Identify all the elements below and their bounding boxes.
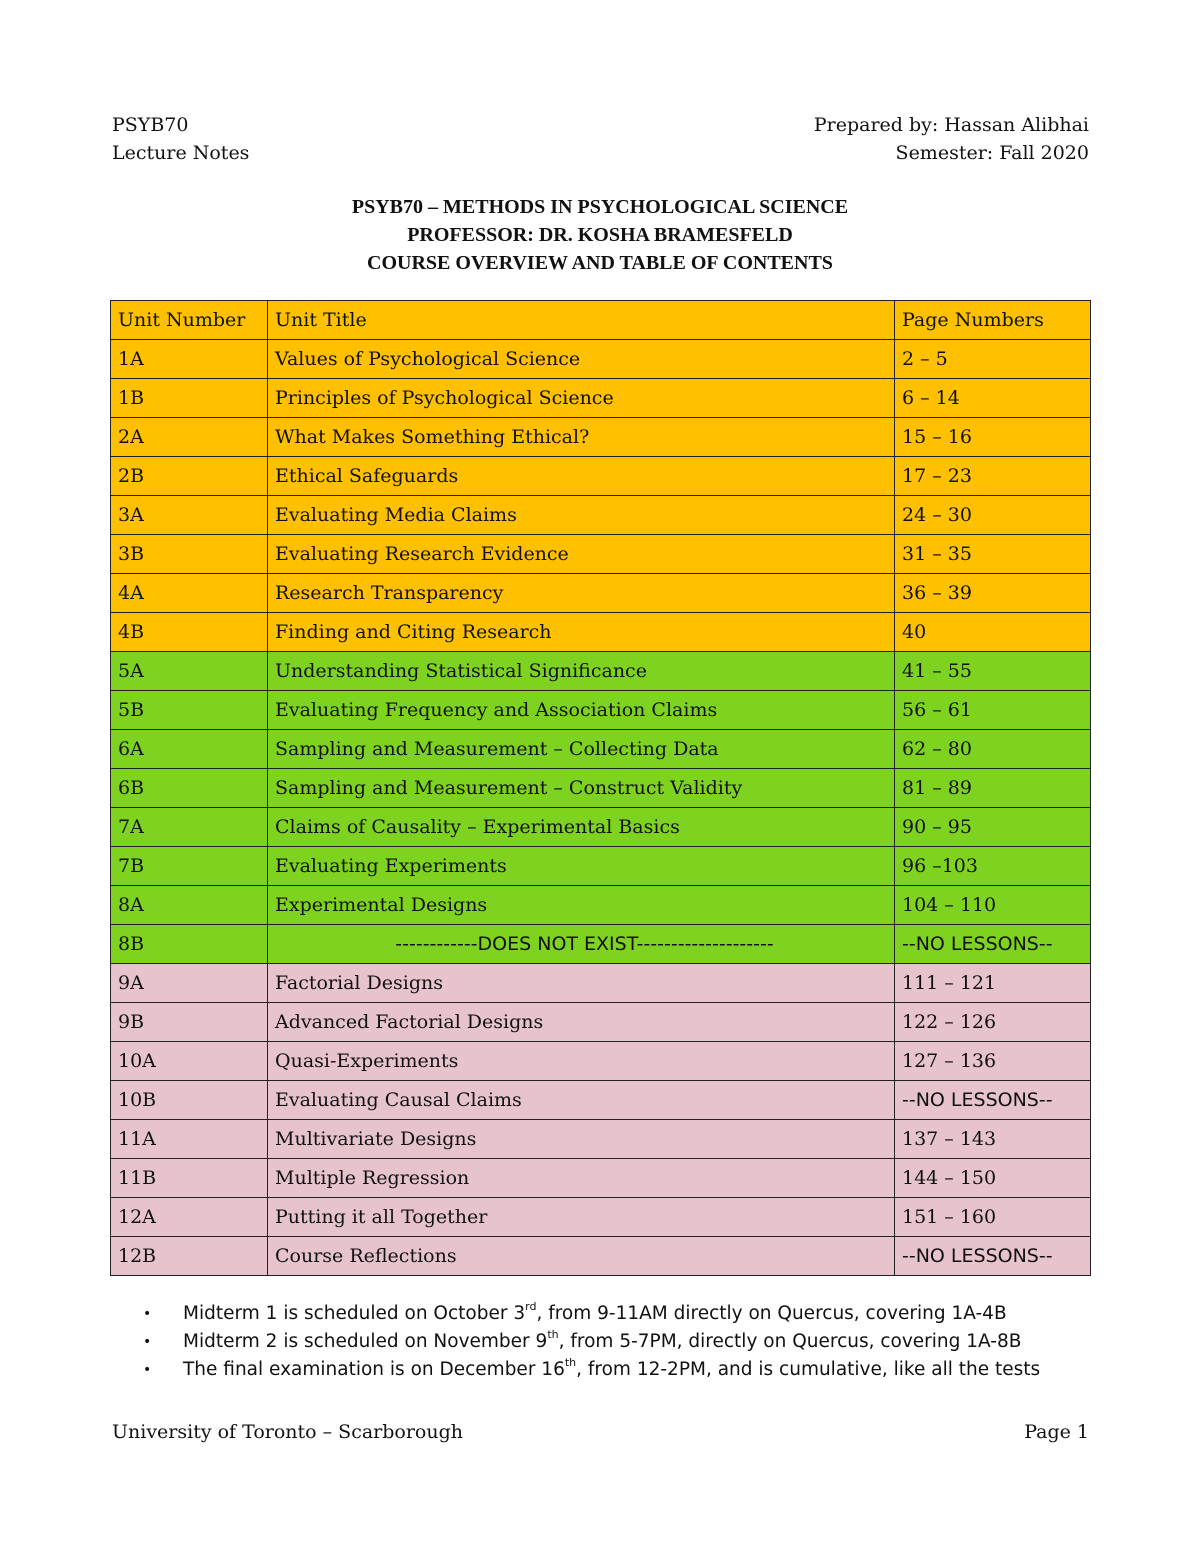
column-header-unit-title: Unit Title bbox=[268, 301, 895, 340]
unit-title: Finding and Citing Research bbox=[268, 613, 895, 652]
table-row bbox=[111, 1159, 1091, 1198]
unit-title: Evaluating Frequency and Association Claims bbox=[268, 691, 895, 730]
unit-number: 7A bbox=[111, 808, 268, 847]
note-text: , from 5-7PM, directly on Quercus, covering 1A-8B bbox=[558, 1331, 1022, 1352]
ordinal-suffix: rd bbox=[525, 1300, 537, 1313]
page-numbers: 81 – 89 bbox=[895, 769, 1091, 808]
unit-title: Understanding Statistical Significance bbox=[268, 652, 895, 691]
unit-title: Claims of Causality – Experimental Basics bbox=[268, 808, 895, 847]
page-numbers: 144 – 150 bbox=[895, 1159, 1091, 1198]
unit-number: 9A bbox=[111, 964, 268, 1003]
page-numbers: 90 – 95 bbox=[895, 808, 1091, 847]
header-right bbox=[814, 111, 1089, 167]
header-left bbox=[112, 111, 249, 167]
document-title-block bbox=[0, 193, 1200, 277]
page-numbers: --NO LESSONS-- bbox=[895, 925, 1091, 964]
unit-title: ------------DOES NOT EXIST-------------------- bbox=[268, 925, 895, 964]
list-item bbox=[143, 1356, 1040, 1384]
unit-title: Evaluating Causal Claims bbox=[268, 1081, 895, 1120]
unit-number: 10A bbox=[111, 1042, 268, 1081]
table-row bbox=[111, 496, 1091, 535]
unit-number: 5B bbox=[111, 691, 268, 730]
unit-number: 11B bbox=[111, 1159, 268, 1198]
unit-number: 1B bbox=[111, 379, 268, 418]
table-row bbox=[111, 574, 1091, 613]
unit-number: 3A bbox=[111, 496, 268, 535]
professor-title: PROFESSOR: DR. KOSHA BRAMESFELD bbox=[407, 224, 793, 246]
page-numbers: 111 – 121 bbox=[895, 964, 1091, 1003]
unit-number: 12A bbox=[111, 1198, 268, 1237]
unit-number: 3B bbox=[111, 535, 268, 574]
table-row bbox=[111, 808, 1091, 847]
unit-title: Experimental Designs bbox=[268, 886, 895, 925]
column-header-unit-number: Unit Number bbox=[111, 301, 268, 340]
table-row bbox=[111, 1198, 1091, 1237]
unit-number: 11A bbox=[111, 1120, 268, 1159]
unit-title: Multiple Regression bbox=[268, 1159, 895, 1198]
unit-title: Principles of Psychological Science bbox=[268, 379, 895, 418]
unit-title: Multivariate Designs bbox=[268, 1120, 895, 1159]
unit-number: 1A bbox=[111, 340, 268, 379]
table-row bbox=[111, 925, 1091, 964]
footer-institution: University of Toronto – Scarborough bbox=[112, 1421, 464, 1443]
footer-page-number: Page 1 bbox=[1024, 1421, 1089, 1443]
unit-title: What Makes Something Ethical? bbox=[268, 418, 895, 457]
page-numbers: 15 – 16 bbox=[895, 418, 1091, 457]
column-header-page-numbers: Page Numbers bbox=[895, 301, 1091, 340]
document-type: Lecture Notes bbox=[112, 142, 250, 164]
unit-number: 4B bbox=[111, 613, 268, 652]
unit-number: 12B bbox=[111, 1237, 268, 1276]
page-numbers: 62 – 80 bbox=[895, 730, 1091, 769]
page-numbers: --NO LESSONS-- bbox=[895, 1081, 1091, 1120]
exam-notes-list bbox=[143, 1300, 1040, 1384]
page-numbers: 127 – 136 bbox=[895, 1042, 1091, 1081]
table-row bbox=[111, 730, 1091, 769]
unit-number: 2B bbox=[111, 457, 268, 496]
page-numbers: 137 – 143 bbox=[895, 1120, 1091, 1159]
bullet-icon: • bbox=[143, 1306, 152, 1322]
page-numbers: 2 – 5 bbox=[895, 340, 1091, 379]
table-row bbox=[111, 769, 1091, 808]
unit-title: Advanced Factorial Designs bbox=[268, 1003, 895, 1042]
page-numbers: 17 – 23 bbox=[895, 457, 1091, 496]
note-text: , from 12-2PM, and is cumulative, like all the tests bbox=[576, 1359, 1041, 1380]
table-header-row bbox=[111, 301, 1091, 340]
page-numbers: 151 – 160 bbox=[895, 1198, 1091, 1237]
page-numbers: 96 –103 bbox=[895, 847, 1091, 886]
table-of-contents bbox=[110, 300, 1091, 1276]
list-item bbox=[143, 1328, 1040, 1356]
unit-title: Evaluating Experiments bbox=[268, 847, 895, 886]
table-row bbox=[111, 652, 1091, 691]
table-row bbox=[111, 1120, 1091, 1159]
page-numbers: 104 – 110 bbox=[895, 886, 1091, 925]
unit-title: Quasi-Experiments bbox=[268, 1042, 895, 1081]
unit-number: 8A bbox=[111, 886, 268, 925]
overview-title: COURSE OVERVIEW AND TABLE OF CONTENTS bbox=[367, 252, 833, 274]
unit-title: Research Transparency bbox=[268, 574, 895, 613]
unit-title: Evaluating Media Claims bbox=[268, 496, 895, 535]
table-row bbox=[111, 691, 1091, 730]
bullet-icon: • bbox=[143, 1334, 152, 1350]
table-row bbox=[111, 1237, 1091, 1276]
unit-number: 5A bbox=[111, 652, 268, 691]
unit-number: 4A bbox=[111, 574, 268, 613]
note-text: , from 9-11AM directly on Quercus, covering 1A-4B bbox=[536, 1303, 1007, 1324]
unit-title: Course Reflections bbox=[268, 1237, 895, 1276]
table-row bbox=[111, 1003, 1091, 1042]
course-title: PSYB70 – METHODS IN PSYCHOLOGICAL SCIENCE bbox=[351, 196, 849, 218]
page-numbers: --NO LESSONS-- bbox=[895, 1237, 1091, 1276]
table-row bbox=[111, 418, 1091, 457]
unit-title: Factorial Designs bbox=[268, 964, 895, 1003]
unit-title: Ethical Safeguards bbox=[268, 457, 895, 496]
table-row bbox=[111, 457, 1091, 496]
page-numbers: 31 – 35 bbox=[895, 535, 1091, 574]
table-row bbox=[111, 964, 1091, 1003]
unit-number: 6B bbox=[111, 769, 268, 808]
note-text: Midterm 1 is scheduled on October 3 bbox=[183, 1303, 526, 1324]
page-numbers: 36 – 39 bbox=[895, 574, 1091, 613]
table-row bbox=[111, 1042, 1091, 1081]
page-numbers: 24 – 30 bbox=[895, 496, 1091, 535]
page-numbers: 40 bbox=[895, 613, 1091, 652]
unit-title: Values of Psychological Science bbox=[268, 340, 895, 379]
unit-number: 9B bbox=[111, 1003, 268, 1042]
table-row bbox=[111, 1081, 1091, 1120]
table-row bbox=[111, 379, 1091, 418]
unit-number: 7B bbox=[111, 847, 268, 886]
note-text: The final examination is on December 16 bbox=[183, 1359, 565, 1380]
page-numbers: 41 – 55 bbox=[895, 652, 1091, 691]
list-item bbox=[143, 1300, 1040, 1328]
page-numbers: 6 – 14 bbox=[895, 379, 1091, 418]
unit-title: Sampling and Measurement – Construct Validity bbox=[268, 769, 895, 808]
ordinal-suffix: th bbox=[547, 1328, 559, 1341]
note-text: Midterm 2 is scheduled on November 9 bbox=[183, 1331, 548, 1352]
unit-number: 10B bbox=[111, 1081, 268, 1120]
semester: Semester: Fall 2020 bbox=[895, 142, 1089, 164]
page-numbers: 122 – 126 bbox=[895, 1003, 1091, 1042]
bullet-icon: • bbox=[143, 1362, 152, 1378]
table-row bbox=[111, 847, 1091, 886]
course-code: PSYB70 bbox=[112, 114, 189, 136]
table-row bbox=[111, 886, 1091, 925]
table-row bbox=[111, 613, 1091, 652]
table-row bbox=[111, 535, 1091, 574]
unit-title: Putting it all Together bbox=[268, 1198, 895, 1237]
unit-title: Evaluating Research Evidence bbox=[268, 535, 895, 574]
prepared-by: Prepared by: Hassan Alibhai bbox=[813, 114, 1089, 136]
unit-number: 2A bbox=[111, 418, 268, 457]
ordinal-suffix: th bbox=[564, 1356, 577, 1369]
unit-number: 6A bbox=[111, 730, 268, 769]
table-row bbox=[111, 340, 1091, 379]
page-numbers: 56 – 61 bbox=[895, 691, 1091, 730]
unit-number: 8B bbox=[111, 925, 268, 964]
unit-title: Sampling and Measurement – Collecting Data bbox=[268, 730, 895, 769]
